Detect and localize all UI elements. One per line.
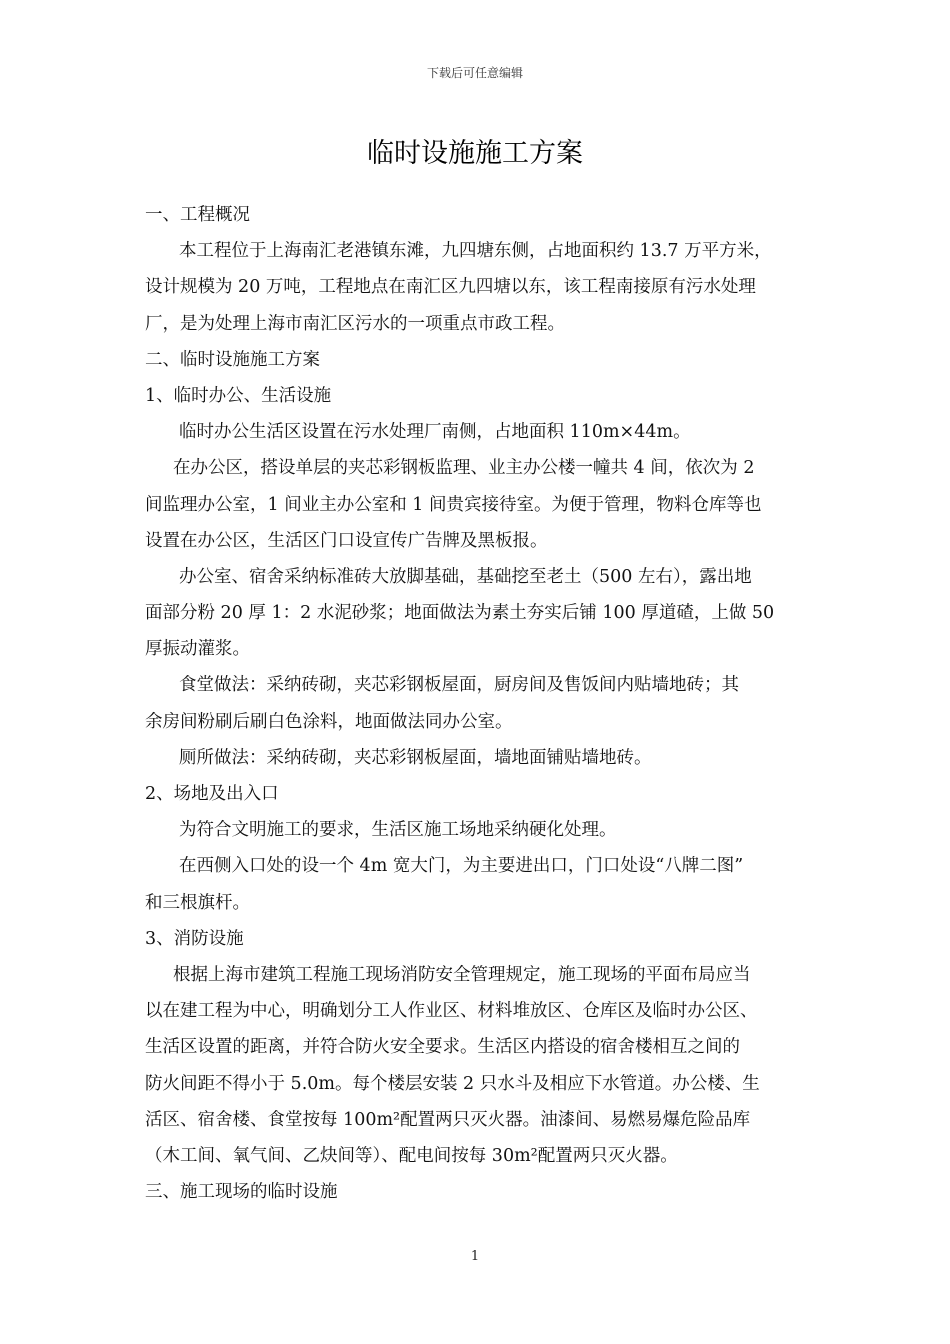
paragraph-line: 生活区设置的距离，并符合防火安全要求。生活区内搭设的宿舍楼相互之间的 <box>145 1037 740 1058</box>
paragraph-line: 面部分粉 20 厚 1：2 水泥砂浆；地面做法为素土夯实后铺 100 厚道碴，上做 50 <box>145 603 775 624</box>
paragraph-line: 为符合文明施工的要求，生活区施工场地采纳硬化处理。 <box>179 820 617 841</box>
page-number: 1 <box>470 1249 480 1264</box>
paragraph-line: 临时办公生活区设置在污水处理厂南侧，占地面积 110m×44m。 <box>179 422 691 443</box>
paragraph-line: 余房间粉刷后刷白色涂料，地面做法同办公室。 <box>145 711 513 732</box>
document-body <box>145 197 815 1210</box>
paragraph-line: 办公室、宿舍采纳标准砖大放脚基础，基础挖至老土（500 左右），露出地 <box>179 566 752 587</box>
paragraph-line: 厚振动灌浆。 <box>145 639 250 660</box>
paragraph-line: 厕所做法：采纳砖砌，夹芯彩钢板屋面，墙地面铺贴墙地砖。 <box>179 747 652 768</box>
paragraph-line: 食堂做法：采纳砖砌，夹芯彩钢板屋面，厨房间及售饭间内贴墙地砖；其 <box>179 675 739 696</box>
section-heading: 一、工程概况 <box>145 205 250 225</box>
paragraph-line: 间监理办公室，1 间业主办公室和 1 间贵宾接待室。为便于管理，物料仓库等也 <box>145 494 762 515</box>
paragraph-line: 在西侧入口处的设一个 4m 宽大门，为主要进出口，门口处设“八牌二图” <box>179 856 744 877</box>
paragraph-line: 活区、宿舍楼、食堂按每 100m²配置两只灭火器。油漆间、易燃易爆危险品库 <box>145 1109 751 1130</box>
header-note: 下载后可任意编辑 <box>426 66 523 80</box>
paragraph-line: 以在建工程为中心，明确划分工人作业区、材料堆放区、仓库区及临时办公区、 <box>145 1001 758 1022</box>
paragraph-line: 根据上海市建筑工程施工现场消防安全管理规定，施工现场的平面布局应当 <box>173 964 751 985</box>
paragraph-line: （木工间、氧气间、乙炔间等）、配电间按每 30m²配置两只灭火器。 <box>145 1145 678 1166</box>
subsection-heading: 2、场地及出入口 <box>145 784 279 804</box>
paragraph-line: 厂，是为处理上海市南汇区污水的一项重点市政工程。 <box>145 313 565 334</box>
document-title: 临时设施施工方案 <box>367 138 583 169</box>
paragraph-line: 本工程位于上海南汇老港镇东滩，九四塘东侧，占地面积约 13.7 万平方米， <box>179 241 772 262</box>
paragraph-line: 在办公区，搭设单层的夹芯彩钢板监理、业主办公楼一幢共 4 间，依次为 2 <box>173 458 755 479</box>
section-heading: 二、临时设施施工方案 <box>145 349 320 370</box>
paragraph-line: 和三根旗杆。 <box>145 892 250 913</box>
paragraph-line: 设置在办公区，生活区门口设宣传广告牌及黑板报。 <box>145 530 548 551</box>
paragraph-line: 设计规模为 20 万吨，工程地点在南汇区九四塘以东，该工程南接原有污水处理 <box>145 277 756 298</box>
subsection-heading: 1、临时办公、生活设施 <box>145 385 332 406</box>
paragraph-line: 防火间距不得小于 5.0m。每个楼层安装 2 只水斗及相应下水管道。办公楼、生 <box>145 1073 760 1094</box>
section-heading: 三、施工现场的临时设施 <box>145 1182 338 1203</box>
subsection-heading: 3、消防设施 <box>145 928 244 949</box>
